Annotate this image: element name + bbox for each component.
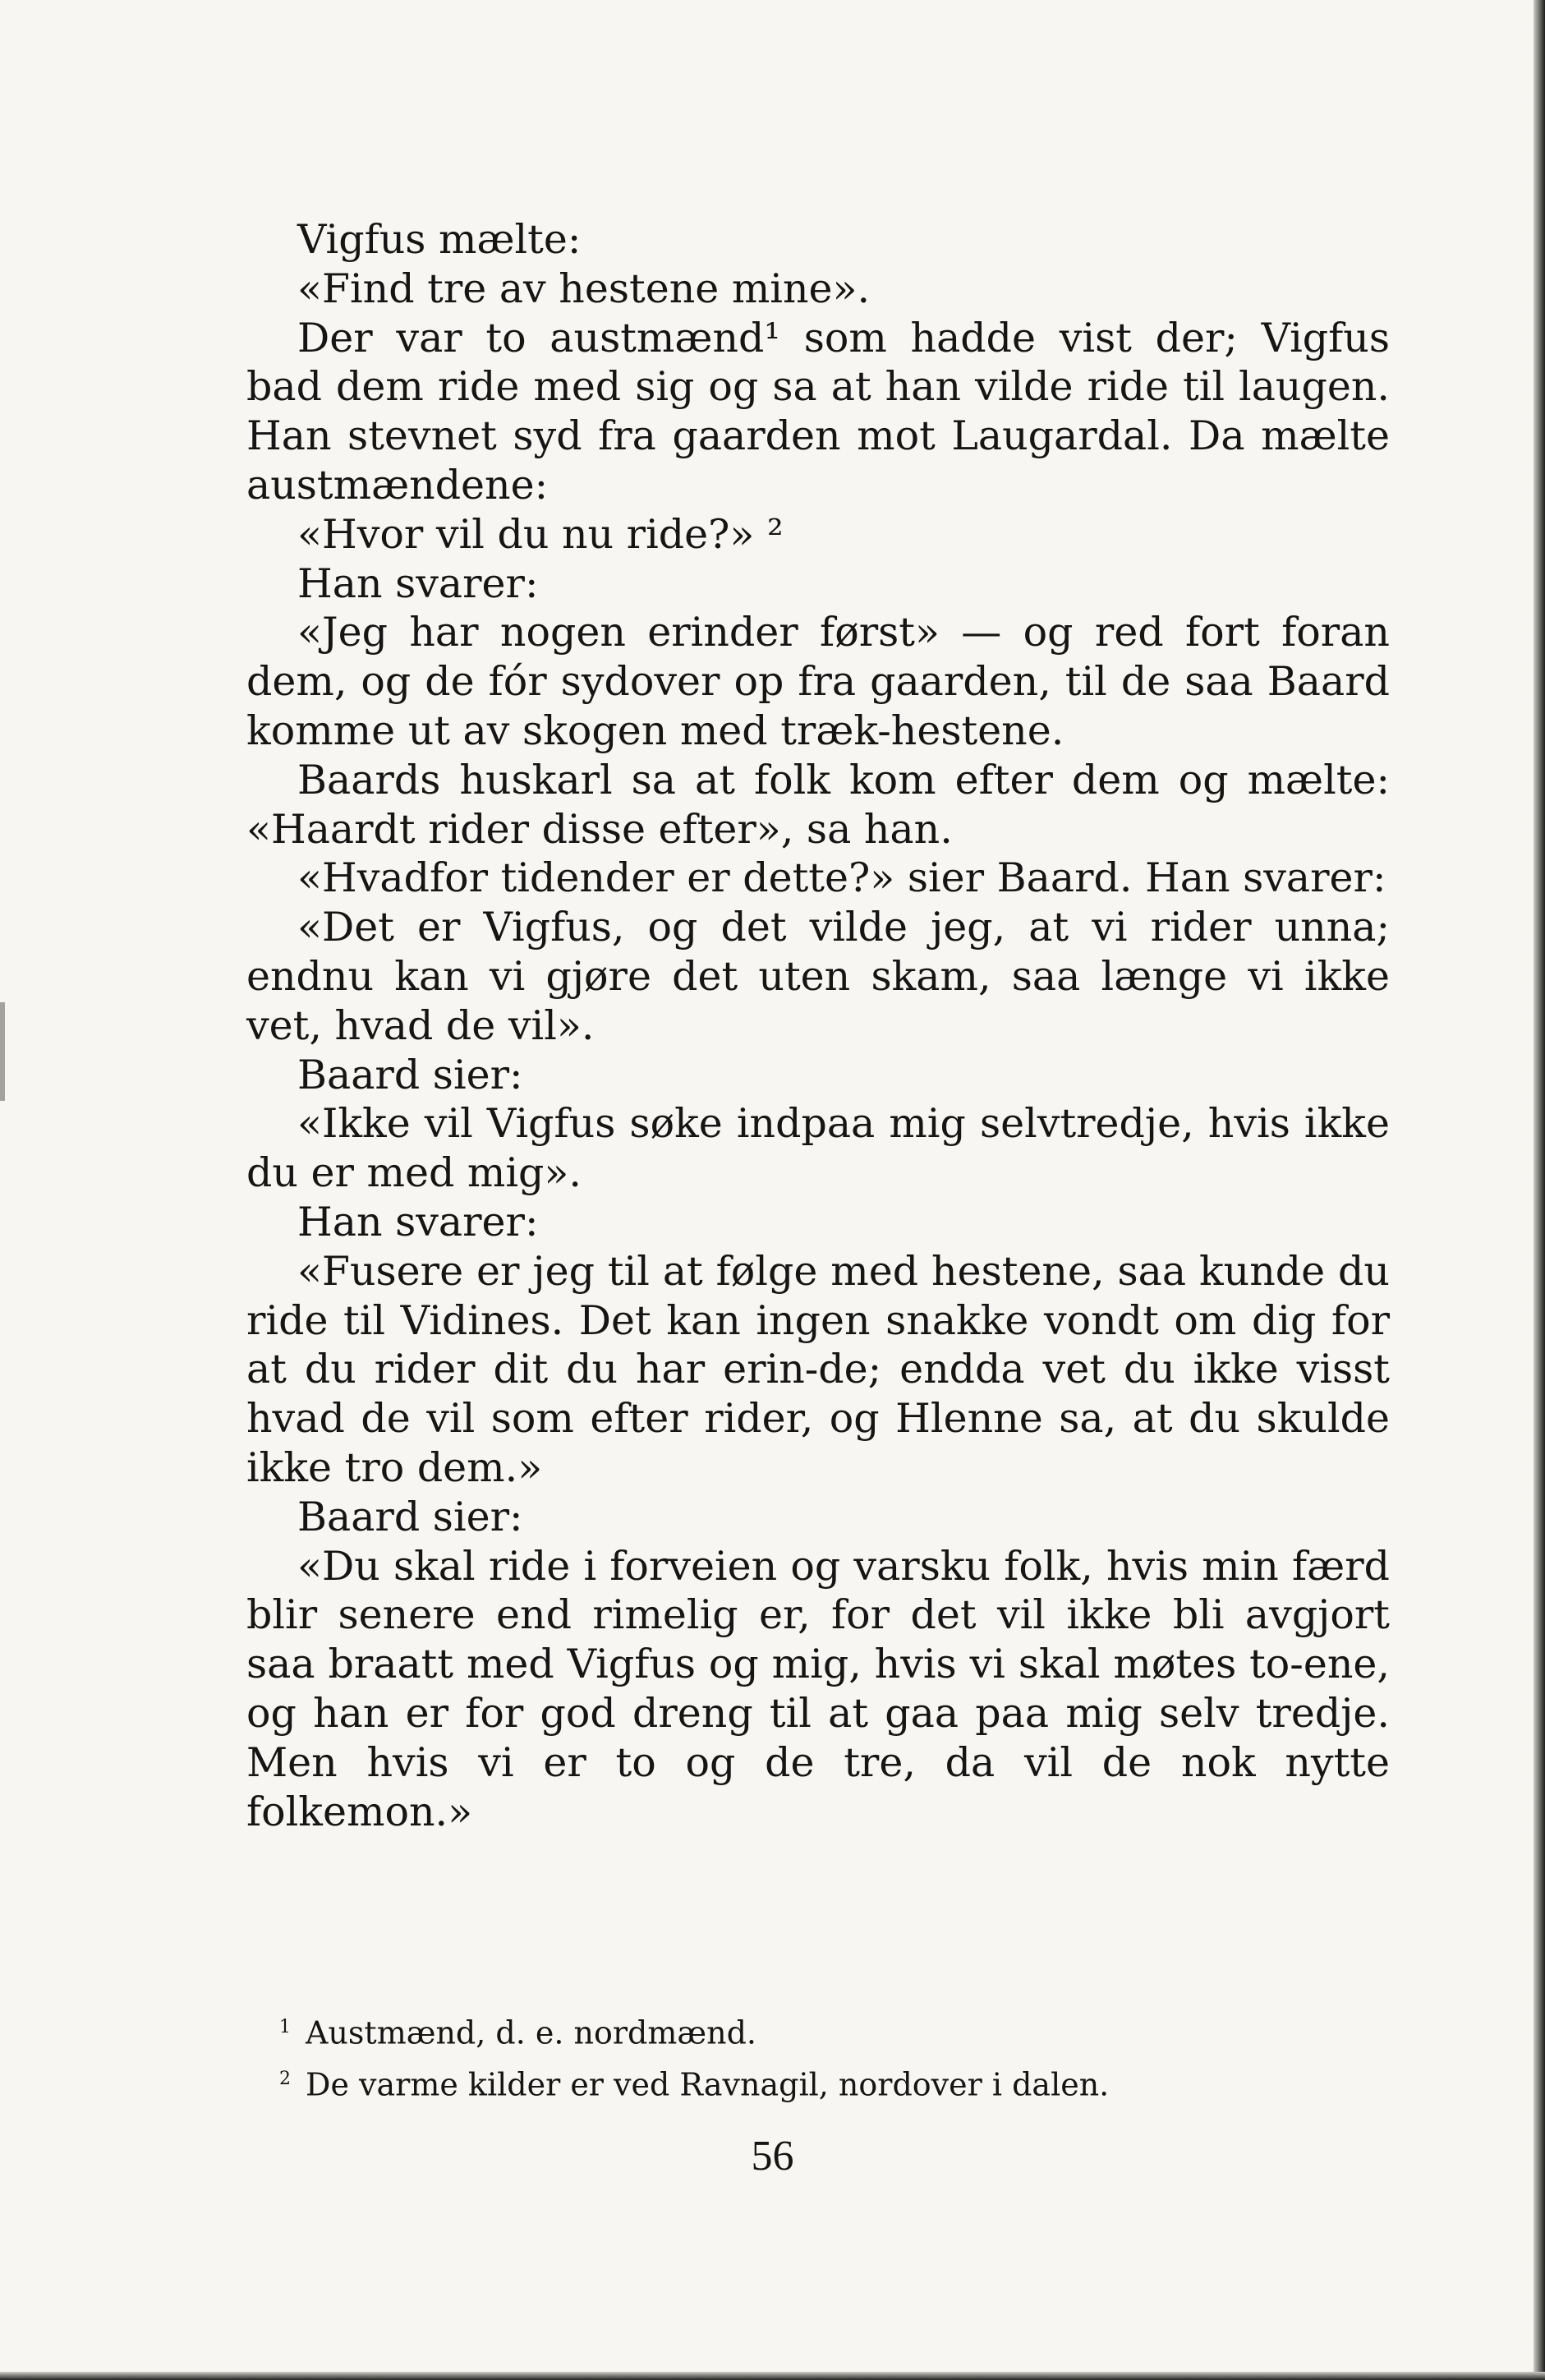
page-number: 56 [751,2133,794,2180]
footnote-mark: 1 [279,2017,291,2037]
paragraph: «Hvor vil du nu ride?» ² [297,510,784,558]
paragraph: Han svarer: [297,1198,539,1245]
paragraph: «Find tre av hestene mine». [297,265,871,312]
paragraph: Han svarer: [297,559,539,607]
paragraph: «Fusere er jeg til at følge med hestene, saa kunde du ride til Vidines. Det kan ingen snakke vondt om dig for at du rider dit du har erin-de; endda vet du ikke visst hvad de vil som efter rider, og Hlenne sa, at du skulde ikke tro dem.» [246,1247,1390,1491]
page-edge-shadow-bottom [0,2372,1545,2380]
paragraph: «Du skal ride i forveien og varsku folk, hvis min færd blir senere end rimelig er, for det vil ikke bli avgjort saa braatt med Vigfus og mig, hvis vi skal møtes to-ene, og han er for god dreng til at gaa paa mig selv tredje. Men hvis vi er to og de tre, da vil de nok nytte folkemon.» [246,1542,1390,1835]
footnote-mark: 2 [279,2068,291,2089]
paragraph: Vigfus mælte: [297,216,582,263]
paragraph: Baard sier: [297,1051,523,1098]
footnote-1 [279,2005,1347,2056]
body-text [246,215,1390,1836]
footnote-text: De varme kilder er ved Ravnagil, nordover i dalen. [306,2066,1110,2103]
paragraph: Baards huskarl sa at folk kom efter dem og mælte: «Haardt rider disse efter», sa han. [246,756,1390,853]
paragraph: «Jeg har nogen erinder først» — og red fort foran dem, og de fór sydover op fra gaarden, til de saa Baard komme ut av skogen med træk-hestene. [246,609,1390,754]
footnote-2 [279,2056,1347,2108]
paragraph: Der var to austmænd¹ som hadde vist der; Vigfus bad dem ride med sig og sa at han vilde ride til laugen. Han stevnet syd fra gaarden mot Laugardal. Da mælte austmændene: [246,314,1390,509]
paragraph: Baard sier: [297,1493,523,1540]
paragraph: «Hvadfor tidender er dette?» sier Baard. Han svarer: [297,854,1386,902]
page-edge-shadow [1534,0,1545,2380]
paragraph: «Ikke vil Vigfus søke indpaa mig selvtredje, hvis ikke du er med mig». [246,1100,1390,1197]
footnotes [279,2005,1347,2107]
page-edge-mark [0,1002,5,1101]
footnote-text: Austmænd, d. e. nordmænd. [306,2014,756,2051]
paragraph: «Det er Vigfus, og det vilde jeg, at vi rider unna; endnu kan vi gjøre det uten skam, saa længe vi ikke vet, hvad de vil». [246,904,1390,1049]
